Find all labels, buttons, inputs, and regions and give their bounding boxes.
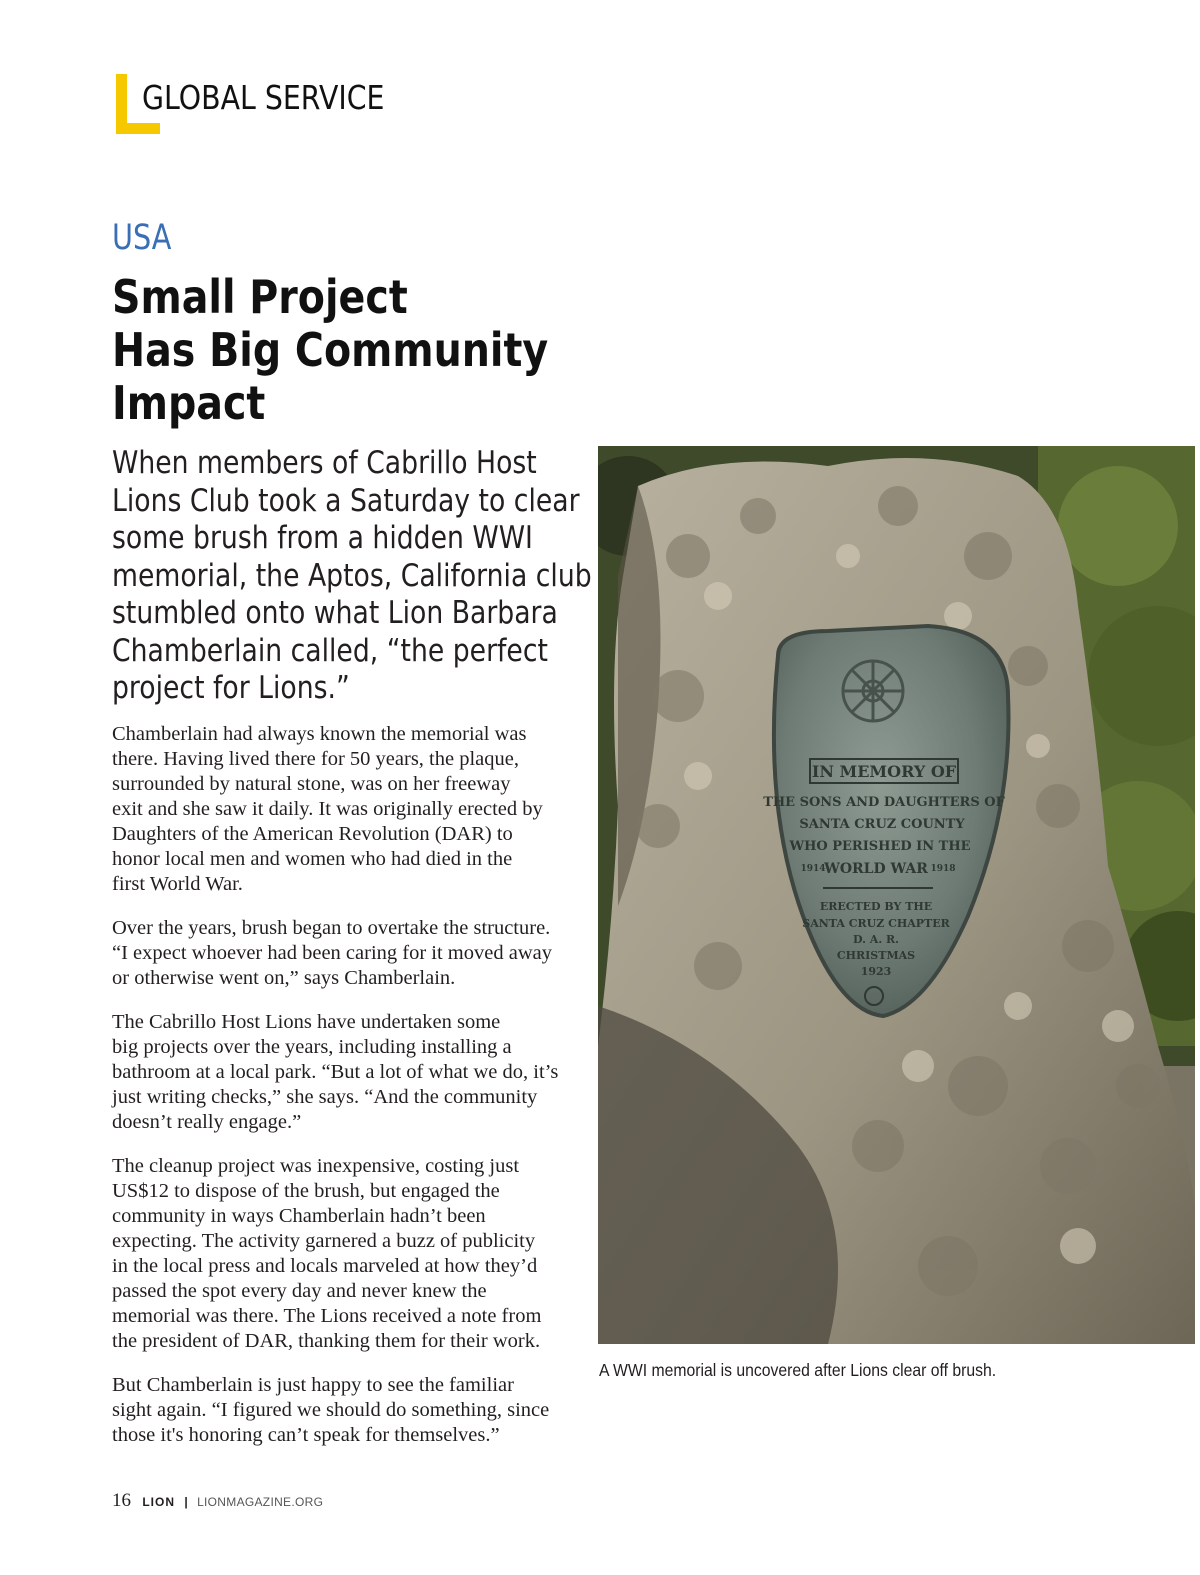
plaque-line: ERECTED BY THE (819, 900, 933, 913)
plaque-line: 1914 (800, 864, 826, 874)
article-deck (112, 445, 592, 708)
deck-line: When members of Cabrillo Host (112, 445, 537, 481)
plaque-line: SANTA CRUZ CHAPTER (802, 917, 950, 930)
body-line: exit and she saw it daily. It was originally erected by (112, 798, 543, 820)
body-line: doesn’t really engage.” (112, 1111, 302, 1133)
body-line: passed the spot every day and never knew the (112, 1280, 487, 1302)
body-line: the president of DAR, thanking them for their work. (112, 1330, 541, 1352)
body-paragraph (112, 722, 572, 897)
article-body (112, 722, 572, 1467)
body-line: community in ways Chamberlain hadn’t been (112, 1205, 486, 1227)
body-line: in the local press and locals marveled at how they’d (112, 1255, 538, 1277)
body-line: But Chamberlain is just happy to see the familiar (112, 1374, 514, 1396)
body-line: just writing checks,” she says. “And the community (112, 1086, 538, 1108)
headline-line: Impact (112, 376, 266, 430)
deck-line: some brush from a hidden WWI (112, 520, 533, 556)
body-line: sight again. “I figured we should do something, since (112, 1399, 550, 1421)
deck-line: project for Lions.” (112, 670, 350, 706)
headline-line: Has Big Community (112, 323, 549, 377)
body-paragraph (112, 1373, 572, 1448)
plaque-line: CHRISTMAS (836, 949, 916, 962)
deck-line: Chamberlain called, “the perfect (112, 632, 548, 669)
magazine-name: LION (142, 1495, 176, 1509)
body-line: big projects over the years, including installing a (112, 1036, 512, 1058)
body-line: those it's honoring can’t speak for themselves.” (112, 1424, 500, 1446)
plaque-line: SANTA CRUZ COUNTY (799, 817, 965, 832)
body-line: US$12 to dispose of the brush, but engaged the (112, 1180, 500, 1202)
page-number: 16 (112, 1490, 131, 1511)
memorial-photo (598, 446, 1195, 1344)
body-line: there. Having lived there for 50 years, the plaque, (112, 748, 519, 770)
article-headline (112, 270, 549, 430)
plaque-line: WORLD WAR (824, 861, 928, 877)
body-line: The Cabrillo Host Lions have undertaken some (112, 1011, 501, 1033)
body-paragraph (112, 1154, 572, 1354)
body-line: Over the years, brush began to overtake the structure. (112, 917, 551, 939)
body-line: memorial was there. The Lions received a note from (112, 1305, 542, 1327)
deck-line: stumbled onto what Lion Barbara (112, 595, 558, 631)
headline-line: Small Project (112, 270, 408, 324)
body-line: Daughters of the American Revolution (DAR) to (112, 823, 513, 845)
plaque-line: WHO PERISHED IN THE (789, 839, 971, 854)
plaque-line: THE SONS AND DAUGHTERS OF (763, 795, 1005, 810)
body-line: The cleanup project was inexpensive, costing just (112, 1155, 520, 1177)
body-line: bathroom at a local park. “But a lot of what we do, it’s (112, 1061, 559, 1083)
deck-line: Lions Club took a Saturday to clear (112, 482, 580, 519)
body-line: honor local men and women who had died in the (112, 848, 513, 870)
body-line: Chamberlain had always known the memorial was (112, 723, 527, 745)
body-line: or otherwise went on,” says Chamberlain. (112, 967, 456, 989)
plaque-line: D. A. R. (853, 933, 899, 946)
deck-line: memorial, the Aptos, California club (112, 557, 592, 594)
plaque-line: IN MEMORY OF (811, 762, 957, 781)
article-kicker: USA (112, 218, 172, 258)
footer-separator: | (184, 1495, 188, 1509)
body-paragraph (112, 1010, 572, 1135)
magazine-website: LIONMAGAZINE.ORG (197, 1495, 324, 1509)
section-title: GLOBAL SERVICE (142, 78, 385, 117)
body-line: first World War. (112, 873, 243, 895)
body-line: expecting. The activity garnered a buzz of publicity (112, 1230, 536, 1252)
body-line: “I expect whoever had been caring for it moved away (112, 942, 552, 964)
plaque-line: 1918 (930, 864, 956, 874)
body-paragraph (112, 916, 572, 991)
body-line: surrounded by natural stone, was on her freeway (112, 773, 511, 795)
photo-caption: A WWI memorial is uncovered after Lions clear off brush. (599, 1360, 997, 1380)
page-footer (112, 1490, 323, 1512)
plaque-line: 1923 (860, 965, 892, 978)
